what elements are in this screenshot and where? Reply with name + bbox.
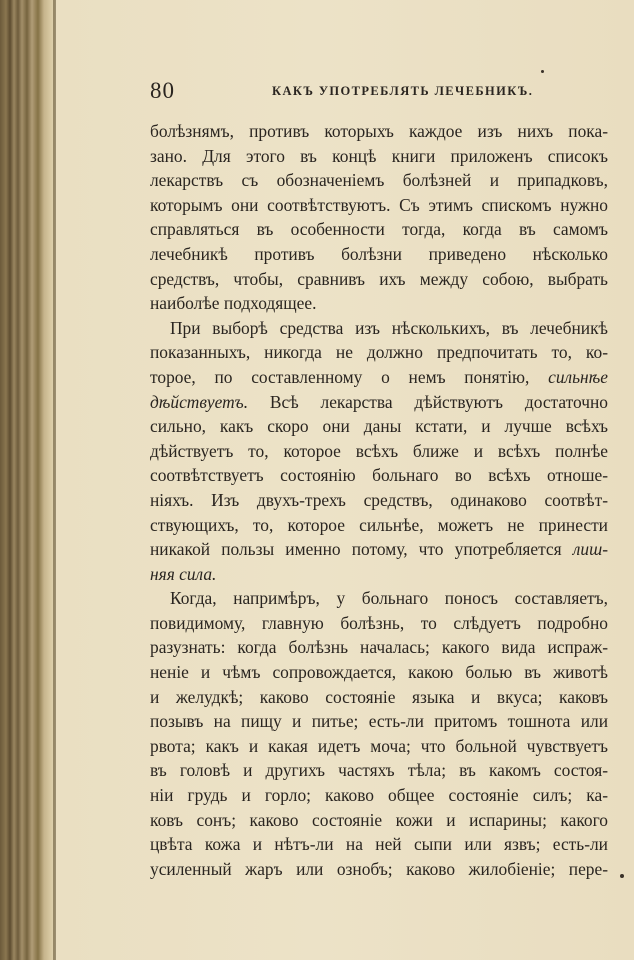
text-line: При выборѣ средства изъ нѣсколькихъ, въ лечебникѣ <box>170 317 608 338</box>
text-fragment: Всѣ лекарства дѣйствуютъ достаточно <box>269 391 608 412</box>
ink-speck <box>620 874 624 878</box>
text-line: справляться въ особенности тогда, когда въ самомъ <box>150 219 608 240</box>
text-line: показанныхъ, никогда не должно предпочитать то, ко- <box>150 342 608 363</box>
text-line: средствъ, чтобы, сравнивъ ихъ между собою, выбрать <box>150 268 608 289</box>
text-line: позывъ на пищу и питье; есть-ли притомъ тошнота или <box>150 711 608 732</box>
text-line: наиболѣе подходящее. <box>150 293 317 314</box>
text-line: неніе и чѣмъ сопровождается, какою болью въ животѣ <box>150 662 608 683</box>
text-line: зано. Для этого въ концѣ книги приложенъ списокъ <box>150 145 608 166</box>
italic-emphasis: дѣйствуетъ. <box>150 391 249 412</box>
page-number: 80 <box>150 78 175 103</box>
page-gutter <box>53 0 56 960</box>
running-head: КАКЪ УПОТРЕБЛЯТЬ ЛЕЧЕБНИКЪ. <box>272 84 534 98</box>
text-line <box>150 390 608 415</box>
text-line: въ головѣ и другихъ частяхъ тѣла; въ какомъ состоя- <box>150 760 608 781</box>
text-line: ковъ сонъ; каково состояніе кожи и испарины; какого <box>150 809 608 830</box>
page-header <box>150 78 605 108</box>
italic-emphasis: лиш- <box>572 539 608 560</box>
text-line: и желудкѣ; каково состояніе языка и вкуса; каковъ <box>150 686 608 707</box>
text-fragment: никакой пользы именно потому, что употребляется <box>150 539 562 560</box>
text-fragment: торое, по составленному о немъ понятію, <box>150 366 530 387</box>
text-line: цвѣта кожа и нѣтъ-ли на ней сыпи или язвъ; есть-ли <box>150 834 608 855</box>
text-line: ствующихъ, то, которое сильнѣе, можетъ не принести <box>150 514 608 535</box>
text-line: дѣйствуетъ то, которое всѣхъ ближе и всѣхъ полнѣе <box>150 440 608 461</box>
text-line <box>150 365 608 390</box>
text-line: разузнать: когда болѣзнь началась; какого вида испраж- <box>150 637 608 658</box>
text-line: ніяхъ. Изъ двухъ-трехъ средствъ, одинаково соотвѣт- <box>150 489 608 510</box>
text-line: усиленный жаръ или ознобъ; каково жилобіеніе; пере- <box>150 858 608 879</box>
ink-speck <box>541 70 544 73</box>
text-line <box>150 537 608 562</box>
italic-emphasis: сильнѣе <box>548 366 608 387</box>
italic-emphasis: няя сила. <box>150 563 217 584</box>
text-line: лекарствъ съ обозначеніемъ болѣзней и припадковъ, <box>150 170 608 191</box>
text-line: соотвѣтствуетъ состоянію больнаго во всѣхъ отноше- <box>150 465 608 486</box>
text-line: сильно, какъ скоро они даны кстати, и лучше всѣхъ <box>150 416 608 437</box>
text-line: которымъ они соотвѣтствуютъ. Съ этимъ спискомъ нужно <box>150 194 608 215</box>
text-line: ніи грудь и горло; каково общее состояніе силъ; ка- <box>150 785 608 806</box>
text-line: повидимому, главную болѣзнь, то слѣдуетъ подробно <box>150 612 608 633</box>
text-line: лечебникѣ противъ болѣзни приведено нѣсколько <box>150 243 608 264</box>
text-line <box>150 562 608 587</box>
text-line: Когда, напримѣръ, у больнаго поносъ составляетъ, <box>170 588 608 609</box>
body-text <box>150 119 608 881</box>
book-spine <box>0 0 55 960</box>
text-line: рвота; какъ и какая идетъ моча; что больной чувствуетъ <box>150 735 608 756</box>
text-line: болѣзнямъ, противъ которыхъ каждое изъ нихъ пока- <box>150 121 608 141</box>
